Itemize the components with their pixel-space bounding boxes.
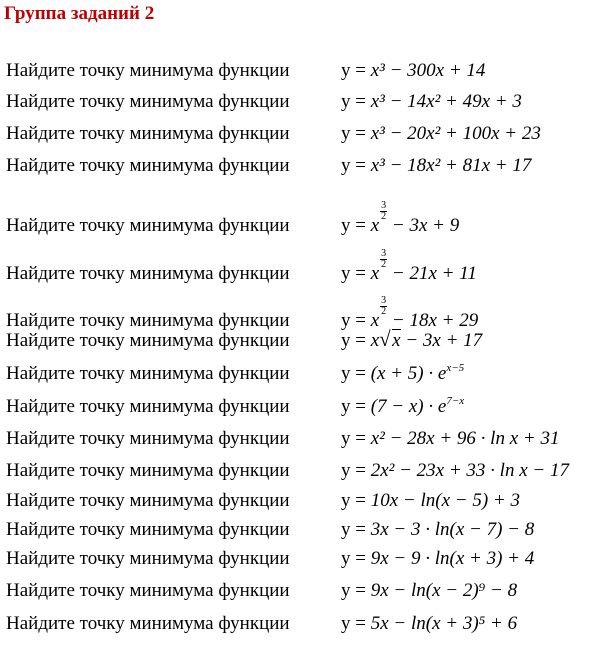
task-prompt: Найдите точку минимума функции	[6, 363, 290, 384]
task-prompt: Найдите точку минимума функции	[6, 490, 290, 511]
list-item	[6, 329, 482, 353]
task-prompt: Найдите точку минимума функции	[6, 91, 290, 112]
list-item	[6, 90, 522, 114]
task-function: y = x³ − 300x + 14	[341, 60, 486, 81]
list-item	[6, 154, 531, 178]
task-function: y = 9x − ln(x − 2)⁹ − 8	[341, 580, 518, 601]
task-prompt: Найдите точку минимума функции	[6, 580, 290, 601]
list-item	[6, 200, 460, 236]
task-prompt: Найдите точку минимума функции	[6, 428, 290, 449]
task-function: y = x³ − 14x² + 49x + 3	[341, 91, 522, 112]
task-prompt: Найдите точку минимума функции	[6, 519, 290, 540]
task-function: y = x $\frac{3}{2}$ − 3x + 9	[341, 200, 460, 236]
task-prompt: Найдите точку минимума функции	[6, 310, 290, 331]
task-function: y = 10x − ln(x − 5) + 3	[341, 490, 520, 511]
task-prompt: Найдите точку минимума функции	[6, 155, 290, 176]
task-function: y = x³ − 18x² + 81x + 17	[341, 155, 532, 176]
list-item	[6, 59, 485, 83]
task-prompt: Найдите точку минимума функции	[6, 460, 290, 481]
task-function: y = x $\frac{3}{2}$ − 21x + 11	[341, 248, 477, 284]
fraction-exponent: $\frac{3}{2}$	[381, 200, 387, 222]
square-root: √ x	[379, 327, 401, 351]
fraction-exponent: $\frac{3}{2}$	[381, 295, 387, 317]
list-item	[6, 579, 517, 603]
list-item	[6, 459, 569, 483]
task-function: y = x² − 28x + 96 · ln x + 31	[341, 428, 560, 449]
task-function: y = x $\frac{3}{2}$ − 18x + 29	[341, 295, 479, 331]
page-title: Группа заданий 2	[4, 3, 155, 24]
task-function: y = 3x − 3 · ln(x − 7) − 8	[341, 519, 535, 540]
list-item	[6, 612, 517, 636]
task-prompt: Найдите точку минимума функции	[6, 548, 290, 569]
task-function: y = 9x − 9 · ln(x + 3) + 4	[341, 548, 535, 569]
task-prompt: Найдите точку минимума функции	[6, 396, 290, 417]
task-function: y = x √ x − 3x + 17	[341, 327, 483, 351]
list-item	[6, 362, 464, 386]
task-function: $y = (7 - x) \cdot e^{7-x}$	[341, 395, 465, 417]
list-item	[6, 295, 479, 331]
list-item	[6, 427, 559, 451]
task-function: y = 2x² − 23x + 33 · ln x − 17	[341, 460, 569, 481]
task-prompt: Найдите точку минимума функции	[6, 613, 290, 634]
list-item	[6, 122, 541, 146]
task-function: y = 5x − ln(x + 3)⁵ + 6	[341, 613, 518, 634]
list-item	[6, 489, 520, 513]
list-item	[6, 248, 477, 284]
list-item	[6, 547, 534, 571]
task-function: y = x³ − 20x² + 100x + 23	[341, 123, 541, 144]
fraction-exponent: $\frac{3}{2}$	[381, 248, 387, 270]
list-item	[6, 518, 534, 542]
task-function: $y = (x + 5) \cdot e^{x-5}$	[341, 362, 465, 384]
task-prompt: Найдите точку минимума функции	[6, 60, 290, 81]
task-prompt: Найдите точку минимума функции	[6, 330, 290, 351]
task-prompt: Найдите точку минимума функции	[6, 123, 290, 144]
list-item	[6, 395, 464, 419]
task-prompt: Найдите точку минимума функции	[6, 263, 290, 284]
task-prompt: Найдите точку минимума функции	[6, 215, 290, 236]
